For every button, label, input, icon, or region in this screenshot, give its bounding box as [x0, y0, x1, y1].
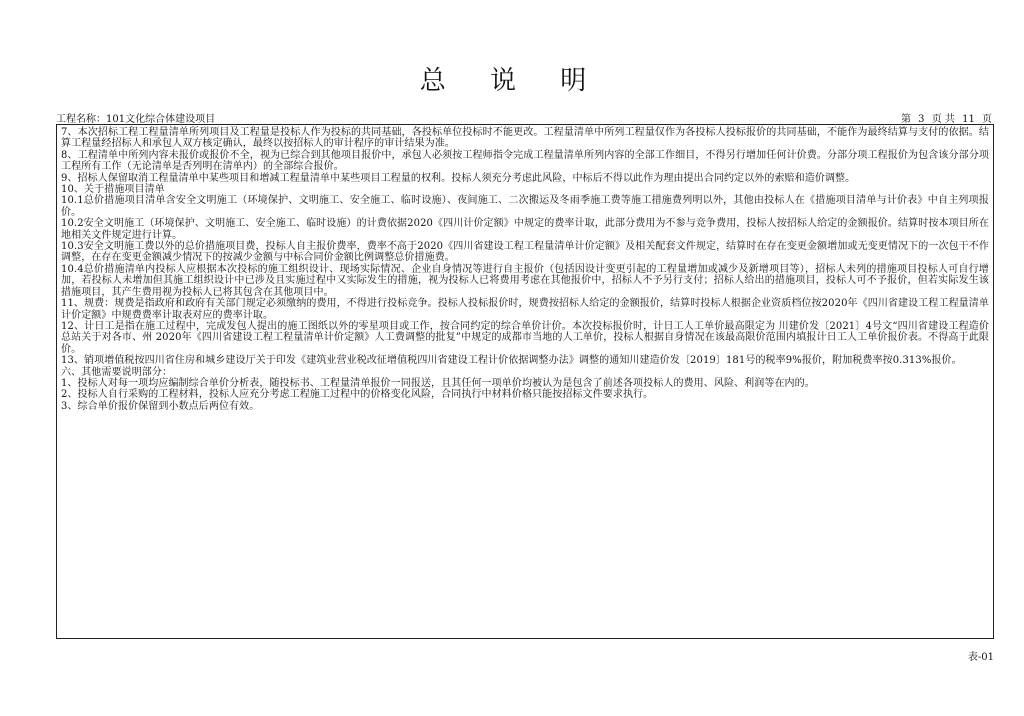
page-total: 11 [962, 114, 975, 125]
paragraph: 10.2安全文明施工（环境保护、文明施工、安全施工、临时设施）的计费依据2020《四川计价定额》中规定的费率计取，此部分费用为不参与竞争费用，投标人按招标人给定的金额报价。结算时按本项目所在地相关文件规定进行计算。 [61, 218, 989, 241]
page-indicator [899, 110, 994, 125]
paragraph: 10.4总价措施清单内投标人应根据本次投标的施工组织设计、现场实际情况、企业自身情况等进行自主报价（包括因设计变更引起的工程量增加或减少及新增项目等），招标人未列的措施项目投标人可自行增加，若投标人未增加但其施工组织设计中已涉及且实施过程中又实际发生的措施，视为投标人已将费用考虑在其他报价中，招标人不予另行支付；招标人给出的措施项目，投标人可不予报价，但若实际发生该措施项目，其产生费用视为投标人已将其包含在其他项目中。 [61, 263, 989, 298]
description-box [56, 124, 994, 639]
page-title: 总 说 明 [419, 66, 605, 96]
project-name: 工程名称：101文化综合体建设项目 [56, 114, 216, 125]
paragraph: 8、工程清单中所列内容未报价或报价不全，视为已综合到其他项目报价中，承包人必须按工程师指令完成工程量清单所列内容的全部工作细目，不得另行增加任何计价费。分部分项工程报价为包含该分部分项工程所有工作（无论清单是否列明在清单内）的全部综合报价。 [61, 149, 989, 173]
paragraph: 10.1总价措施项目清单含安全文明施工（环境保护、文明施工、安全施工、临时设施）、夜间施工、二次搬运及冬雨季施工费等施工措施费列明以外，其他由投标人在《措施项目清单与计价表》中自主列项报价。 [61, 195, 989, 218]
page-mid: 页 共 [931, 114, 955, 125]
paragraph: 10、关于措施项目清单 [61, 184, 165, 196]
paragraph: 六、其他需要说明部分： [61, 366, 173, 378]
page-suffix: 页 [982, 114, 992, 125]
paragraph: 1、投标人对每一项均应编制综合单价分析表，随投标书、工程量清单报价一同报送，且其任何一项单价均被认为是包含了前述各项投标人的费用、风险、利润等在内的。 [61, 377, 815, 389]
paragraph: 13、销项增值税按四川省住房和城乡建设厅关于印发《建筑业营业税改征增值税四川省建设工程计价依据调整办法》调整的通知川建造价发〔2019〕181号的税率9%报价，附加税费率按0.313%报价。 [61, 355, 962, 367]
paragraph: 11、规费：规费是指政府和政府有关部门规定必须缴纳的费用，不得进行投标竞争。投标人投标报价时，规费按招标人给定的金额报价，结算时投标人根据企业资质档位按2020年《四川省建设工程工程量清单计价定额》中规费费率计取表对应的费率计取。 [61, 298, 989, 321]
page-prefix: 第 [900, 114, 911, 125]
paragraph: 3、综合单价报价保留到小数点后两位有效。 [61, 400, 260, 412]
page-current: 3 [918, 114, 925, 125]
paragraph: 9、招标人保留取消工程量清单中某些项目和增减工程量清单中某些项目工程量的权利。投标人须充分考虑此风险，中标后不得以此作为理由提出合同约定以外的索赔和造价调整。 [61, 172, 856, 184]
paragraph: 12、计日工是指在施工过程中，完成发包人提出的施工图纸以外的零星项目或工作，按合同约定的综合单价计价。本次投标报价时，计日工人工单价最高限定为 川建价发〔2021〕4号文“四川省建设工程造价总站关于对各市、州 2020年《四川省建设工程工程量清单计价定额》人工费调整的批复”中规定的成都市当地的人工单价，投标人根据自身情况在该最高限价范围内填报计日工人工单价报价表。不得高于此限价。 [61, 320, 989, 355]
description-text [61, 127, 989, 412]
paragraph: 7、本次招标工程工程量清单所列项目及工程量是投标人作为投标的共同基础，各投标单位投标时不能更改。工程量清单中所列工程量仅作为各投标人投标报价的共同基础，不能作为最终结算与支付的依据。结算工程量经招标人和承包人双方核定确认，最终以按招标人的审计程序的审计结果为准。 [61, 127, 989, 150]
paragraph: 10.3安全文明施工费以外的总价措施项目费，投标人自主报价费率，费率不高于2020《四川省建设工程工程量清单计价定额》及相关配套文件规定，结算时在存在变更金额增加或无变更情况下的一次包干不作调整，在存在变更金额减少情况下的按减少金额与中标合同价金额比例调整总价措施费。 [61, 241, 989, 264]
paragraph: 2、投标人自行采购的工程材料，投标人应充分考虑工程施工过程中的价格变化风险，合同执行中材料价格只能按招标文件要求执行。 [61, 389, 654, 401]
form-number: 表-01 [967, 652, 994, 663]
